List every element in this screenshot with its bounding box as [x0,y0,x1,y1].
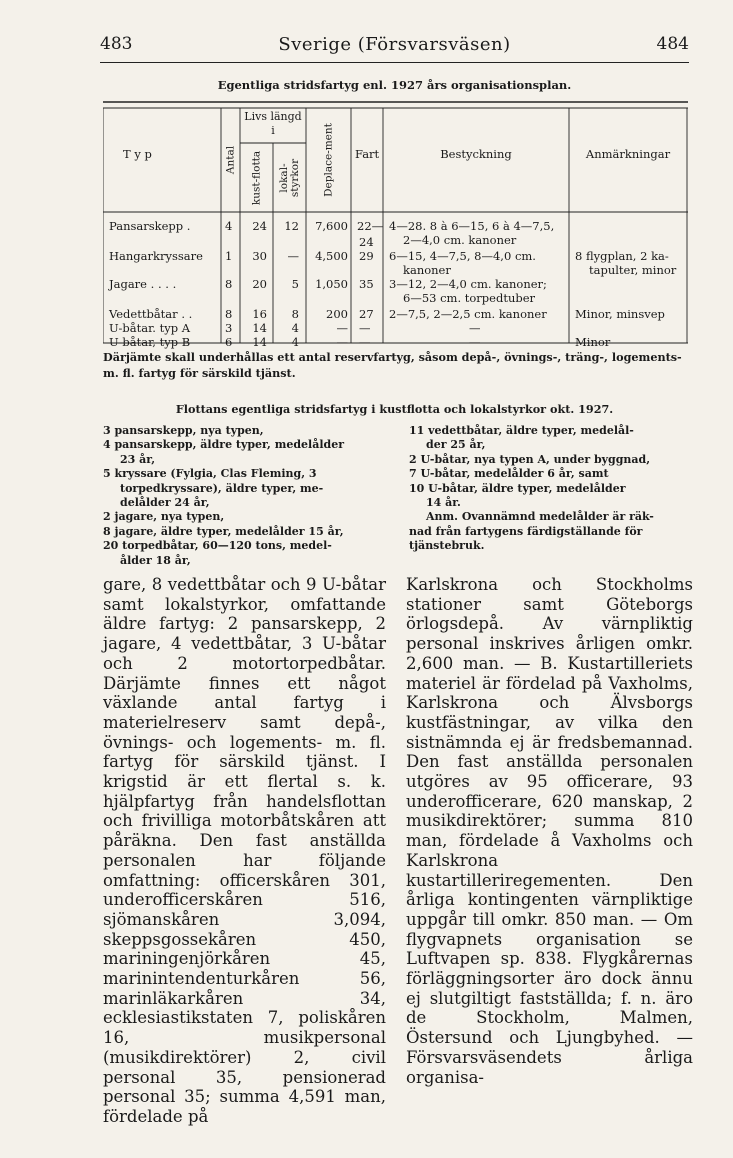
header-bestyckning: Bestyckning [440,147,512,161]
table-title: Egentliga stridsfartyg enl. 1927 års organisationsplan. [217,78,572,92]
header-typ: T y p [123,147,152,161]
body-column-left [103,575,386,1127]
row-lokal: 4 [291,321,299,335]
fleet-item: ålder 18 år, [120,553,191,567]
row-depl: — [336,335,348,349]
row-lokal: 4 [291,335,299,349]
fleet-item: der 25 år, [426,438,486,452]
fleet-item: 4 pansarskepp, äldre typer, medelålder [103,438,345,452]
row-antal: 8 [225,277,233,291]
body-text-right: Karlskrona och Stockholms stationer samt Göteborgs örlogsdepå. Av värnpliktig personal inskrives årligen omkr. 2,600 man. — B. Kustartilleriets materiel är fördelad på Vaxholms, Karlskrona och Älvsborgs kustfästningar, av vilka den sistnämnda ej är fredsbemannad. Den fast anställda personalen utgöres av 95 officerare, 93 underofficerare, 620 manskap, 2 musikdirektörer; summa 810 man, fördelade å Vaxholms och Karlskrona kustartilleriregementen. Den årliga kontingenten värnpliktige uppgår till omkr. 850 man. — Om flygvapnets organisation se Luftvapen sp. 838. Flygkårernas förläggningsorter äro dock ännu ej slutgiltigt fastställda; f. n. äro de Stockholm, Malmen, Östersund och Ljungbyhed. — Försvarsväsendets årliga organisa- [406,575,693,1087]
row-typ: Hangarkryssare [109,249,203,263]
row-kust: 14 [252,335,267,349]
row-depl: 7,600 [315,219,348,233]
row-depl: 1,050 [315,277,348,291]
fleet-note: nad från fartygens färdigställande för [409,524,643,538]
running-header [100,34,689,60]
row-fart: 35 [359,277,374,291]
row-fart: 27 [359,307,374,321]
header-antal: Antal [224,145,237,175]
bestyckning-line: kanoner [403,263,451,277]
row-kust: 24 [252,219,267,233]
row-typ: Vedettbåtar . . [109,307,193,321]
bestyckning-line: 6—15, 4—7,5, 8—4,0 cm. [389,249,536,263]
row-lokal: 12 [284,219,299,233]
anmarkning-line: Minor, minsvep [575,307,665,321]
header-livs-langd: Livs längd i [244,110,302,137]
fleet-item: 10 U-båtar, äldre typer, medelålder [409,481,626,495]
row-antal: 1 [225,249,233,263]
fleet-item: 11 vedettbåtar, äldre typer, medelål- [409,424,634,437]
anmarkning-line: tapulter, minor [589,263,677,277]
fleet-item: torpedkryssare), äldre typer, me- [120,481,324,495]
fleet-item: delålder 24 år, [120,496,210,510]
bestyckning-line: 2—7,5, 2—2,5 cm. kanoner [389,307,547,321]
bestyckning-line: 2—4,0 cm. kanoner [403,233,517,247]
fleet-item: 2 U-båtar, nya typen A, under byggnad, [409,452,651,466]
header-kustflotta: kust-flotta [250,150,263,206]
bestyckning-line: — [469,335,481,349]
bestyckning-line: 3—12, 2—4,0 cm. kanoner; [389,277,547,291]
row-typ: Pansarskepp . [109,219,191,233]
fleet-item: 8 jagare, äldre typer, medelålder 15 år, [103,524,344,538]
row-antal: 4 [225,219,233,233]
row-lokal: 8 [291,307,299,321]
header-rule [100,62,689,63]
fleet-item: 2 jagare, nya typen, [103,510,225,524]
row-antal: 3 [225,321,233,335]
fleet-item: 5 kryssare (Fylgia, Clas Fleming, 3 [103,467,317,481]
header-deplacement: Deplace-ment [322,123,335,197]
row-depl: — [336,321,348,335]
fleet-list-left [103,424,386,568]
body-text-left: gare, 8 vedettbåtar och 9 U-båtar samt lokalstyrkor, omfattande äldre fartyg: 2 pansarskepp, 2 jagare, 4 vedettbåtar, 3 U-båtar och 2 motortorpedbåtar. Därjämte finnes ett något växlande antal fartyg i materielreserv samt depå-, övnings- och logements- m. fl. fartyg för särskild tjänst. I krigstid är ett flertal s. k. hjälpfartyg från handelsflottan och frivilliga motorbåtskåren att påräkna. Den fast anställda personalen har följande omfattning: officerskåren 301, underofficerskåren 516, sjömanskåren 3,094, skeppsgossekåren 450, mariningenjörkåren 45, marinintendenturkåren 56, marinläkarkåren 34, ecklesiastikstaten 7, poliskåren 16, musikpersonal (musikdirektörer) 2, civil personal 35, pensionerad personal 35; summa 4,591 man, fördelade på [103,575,386,1126]
row-fart: 29 [359,249,374,263]
fleet-item: 14 år. [426,496,461,510]
row-depl: 200 [326,307,348,321]
running-title: Sverige (Försvarsväsen) [278,34,511,55]
row-antal: 6 [225,335,233,349]
header-lokalstyrkor: lokal-styrkor [278,158,301,198]
row-typ: U-båtar. typ A [109,321,191,335]
anmarkning-line: Minor [575,335,611,349]
fleet-title: Flottans egentliga stridsfartyg i kustflotta och lokalstyrkor okt. 1927. [175,402,614,416]
fleet-note: Anm. Ovannämnd medelålder är räk- [426,510,654,524]
row-kust: 16 [252,307,267,321]
fleet-item: 3 pansarskepp, nya typen, [103,424,264,437]
row-typ: Jagare . . . . [109,277,177,291]
header-fart: Fart [355,147,380,161]
table-footnote: Därjämte skall underhållas ett antal reservfartyg, såsom depå-, övnings-, träng-, logements- m. fl. fartyg för särskild tjänst. [103,350,682,380]
page-number-left: 483 [100,34,133,54]
body-column-right [406,575,693,1087]
row-fart: — [359,321,371,335]
row-antal: 8 [225,307,233,321]
row-depl: 4,500 [315,249,348,263]
fleet-item: 20 torpedbåtar, 60—120 tons, medel- [103,539,332,553]
row-typ: U-båtar, typ B [109,335,191,349]
bestyckning-line: 4—28. 8 à 6—15, 6 à 4—7,5, [389,219,555,233]
fleet-item: 23 år, [120,452,156,466]
row-kust: 30 [252,249,267,263]
page-number-right: 484 [656,34,689,54]
bestyckning-line: 6—53 cm. torpedtuber [403,291,536,305]
bestyckning-line: — [469,321,481,335]
anmarkning-line: 8 flygplan, 2 ka- [575,249,669,263]
fleet-item: 7 U-båtar, medelålder 6 år, samt [409,467,609,481]
row-kust: 14 [252,321,267,335]
row-lokal: 5 [291,277,299,291]
warship-table [103,98,688,349]
fleet-list-right [409,424,694,554]
header-anmarkningar: Anmärkningar [585,147,671,161]
row-kust: 20 [252,277,267,291]
row-lokal: — [287,249,299,263]
row-fart: 22— [357,219,384,233]
row-fart-cont: 24 [359,235,374,249]
row-fart: — [359,335,371,349]
fleet-note: tjänstebruk. [409,539,485,553]
